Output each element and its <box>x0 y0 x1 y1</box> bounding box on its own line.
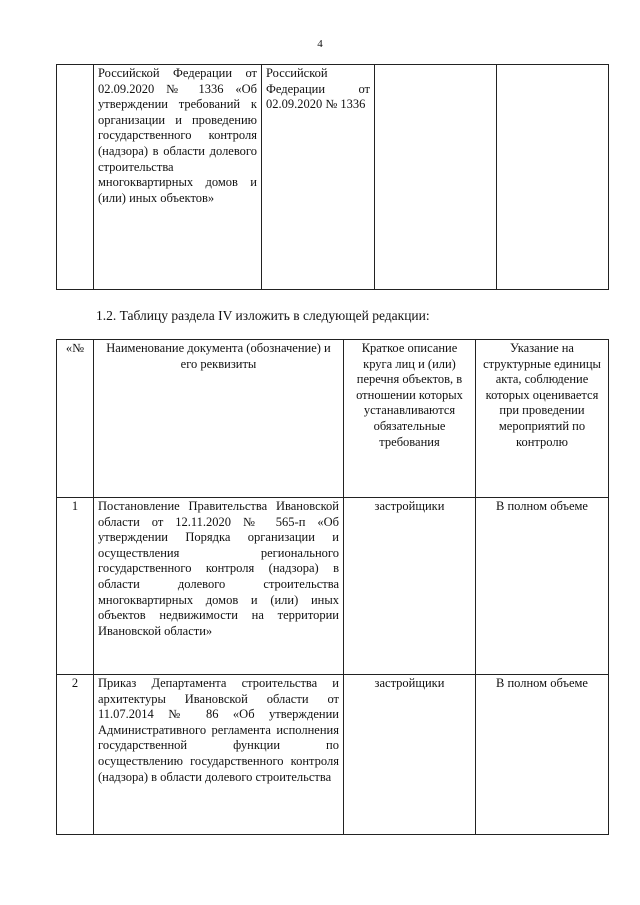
header-units: Указание на структурные единицы акта, соблюдение которых оценивается при проведении мероприятий по контролю <box>476 340 609 498</box>
row-num: 2 <box>57 675 94 835</box>
table-cell <box>375 65 497 290</box>
row-num: 1 <box>57 498 94 675</box>
table-cell <box>497 65 609 290</box>
header-name: Наименование документа (обозначение) и его реквизиты <box>94 340 344 498</box>
continued-table <box>56 64 609 290</box>
row-name: Постановление Правительства Ивановской области от 12.11.2020 № 565-п «Об утверждении Порядка организации и осуществления регионального государственного контроля (надзора) в области долевого строительства многоквартирных домов и (или) иных объектов недвижимости на территории Ивановской области» <box>94 498 344 675</box>
header-num: «№ <box>57 340 94 498</box>
section-heading: 1.2. Таблицу раздела IV изложить в следующей редакции: <box>96 308 430 323</box>
table-cell: Российской Федерации от 02.09.2020 № 1336 «Об утверждении требований к организации и проведению государственного контроля (надзора) в области долевого строительства многоквартирных домов и (или) иных объектов» <box>94 65 262 290</box>
page-number: 4 <box>317 38 323 50</box>
row-desc: застройщики <box>344 498 476 675</box>
header-desc: Краткое описание круга лиц и (или) перечня объектов, в отношении которых устанавливаются обязательные требования <box>344 340 476 498</box>
table-row <box>57 498 609 675</box>
row-units: В полном объеме <box>476 498 609 675</box>
table-header-row <box>57 340 609 498</box>
table-cell <box>57 65 94 290</box>
table-cell: Российской Федерации от 02.09.2020 № 1336 <box>262 65 375 290</box>
table-row <box>57 65 609 290</box>
row-name: Приказ Департамента строительства и архитектуры Ивановской области от 11.07.2014 № 86 «Об утверждении Административного регламента исполнения государственной функции по осуществлению государственного контроля (надзора) в области долевого строительства <box>94 675 344 835</box>
row-units: В полном объеме <box>476 675 609 835</box>
table-row <box>57 675 609 835</box>
row-desc: застройщики <box>344 675 476 835</box>
requirements-table <box>56 339 609 835</box>
